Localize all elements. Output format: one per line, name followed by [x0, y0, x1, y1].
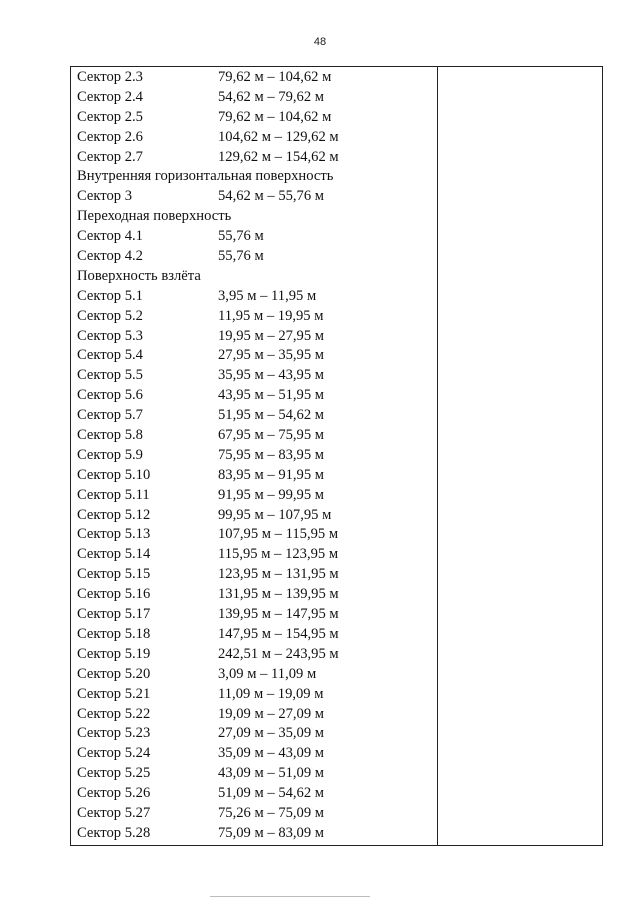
height-range: 131,95 м – 139,95 м	[218, 586, 339, 603]
section-heading: Внутренняя горизонтальная поверхность	[77, 168, 334, 185]
sector-name: Сектор 5.9	[77, 446, 143, 463]
table-row	[77, 426, 433, 446]
table-row	[77, 804, 433, 824]
empty-right-column	[438, 67, 602, 845]
table-row	[77, 665, 433, 685]
sector-name: Сектор 5.2	[77, 307, 143, 324]
table-row	[77, 128, 433, 148]
table-row	[77, 108, 433, 128]
height-range: 19,09 м – 27,09 м	[218, 705, 325, 722]
height-range: 35,09 м – 43,09 м	[218, 745, 325, 762]
table-row	[77, 346, 433, 366]
sector-name: Сектор 5.17	[77, 606, 151, 623]
height-range: 54,62 м – 79,62 м	[218, 88, 325, 105]
sector-name: Сектор 5.7	[77, 407, 143, 424]
table-row	[77, 88, 433, 108]
height-range: 19,95 м – 27,95 м	[218, 327, 325, 344]
table-row	[77, 68, 433, 88]
sector-name: Сектор 5.26	[77, 785, 151, 802]
sector-name: Сектор 5.16	[77, 586, 151, 603]
height-range: 11,95 м – 19,95 м	[218, 307, 324, 324]
height-range: 91,95 м – 99,95 м	[218, 486, 325, 503]
sector-name: Сектор 5.1	[77, 287, 143, 304]
height-range: 54,62 м – 55,76 м	[218, 188, 325, 205]
sector-name: Сектор 3	[77, 188, 133, 205]
height-range: 43,95 м – 51,95 м	[218, 387, 325, 404]
table-row	[77, 585, 433, 605]
height-range: 27,09 м – 35,09 м	[218, 725, 325, 742]
table-row	[77, 824, 433, 844]
sector-name: Сектор 5.24	[77, 745, 151, 762]
sector-name: Сектор 5.25	[77, 765, 151, 782]
table-row	[77, 187, 433, 207]
table-row	[77, 486, 433, 506]
sector-name: Сектор 5.18	[77, 625, 151, 642]
table-row	[77, 744, 433, 764]
table-row	[77, 466, 433, 486]
height-range: 83,95 м – 91,95 м	[218, 466, 325, 483]
table-row	[77, 525, 433, 545]
section-heading: Поверхность взлёта	[77, 267, 201, 284]
sector-name: Сектор 5.27	[77, 804, 151, 821]
table-row	[77, 705, 433, 725]
table-row	[77, 386, 433, 406]
sector-name: Сектор 5.15	[77, 566, 151, 583]
sector-name: Сектор 2.4	[77, 88, 143, 105]
table-row	[77, 605, 433, 625]
sector-name: Сектор 2.7	[77, 148, 143, 165]
table-row	[77, 784, 433, 804]
table-row	[77, 227, 433, 247]
sector-name: Сектор 5.13	[77, 526, 151, 543]
height-range: 3,09 м – 11,09 м	[218, 665, 317, 682]
table-row	[77, 545, 433, 565]
sector-name: Сектор 5.12	[77, 506, 151, 523]
table-row	[77, 446, 433, 466]
sector-name: Сектор 5.8	[77, 427, 143, 444]
sector-name: Сектор 4.2	[77, 248, 143, 265]
height-range: 147,95 м – 154,95 м	[218, 625, 339, 642]
table-row	[77, 406, 433, 426]
sector-name: Сектор 5.23	[77, 725, 151, 742]
height-range: 99,95 м – 107,95 м	[218, 506, 332, 523]
table-row	[77, 287, 433, 307]
table-row	[77, 307, 433, 327]
height-range: 79,62 м – 104,62 м	[218, 69, 332, 85]
height-range: 139,95 м – 147,95 м	[218, 606, 339, 623]
table-row	[77, 247, 433, 267]
sector-name: Сектор 5.28	[77, 824, 151, 841]
sector-name: Сектор 5.21	[77, 685, 151, 702]
height-range: 75,09 м – 83,09 м	[218, 824, 325, 841]
sector-name: Сектор 5.14	[77, 546, 151, 563]
sector-name: Сектор 5.11	[77, 486, 150, 503]
height-range: 75,26 м – 75,09 м	[218, 804, 325, 821]
table-row	[77, 645, 433, 665]
section-heading-row	[77, 207, 433, 227]
table-row	[77, 685, 433, 705]
sector-name: Сектор 5.3	[77, 327, 143, 344]
height-range: 55,76 м	[218, 228, 264, 245]
height-range: 104,62 м – 129,62 м	[218, 128, 339, 145]
sector-name: Сектор 5.22	[77, 705, 151, 722]
height-range: 51,95 м – 54,62 м	[218, 407, 325, 424]
table-row	[77, 506, 433, 526]
table-rows	[77, 68, 433, 844]
section-heading: Переходная поверхность	[77, 208, 232, 225]
height-range: 35,95 м – 43,95 м	[218, 367, 325, 384]
table-row	[77, 366, 433, 386]
height-range: 11,09 м – 19,09 м	[218, 685, 324, 702]
table-row	[77, 764, 433, 784]
height-range: 51,09 м – 54,62 м	[218, 785, 325, 802]
height-range: 129,62 м – 154,62 м	[218, 148, 339, 165]
sector-height-table	[70, 66, 603, 846]
height-range: 3,95 м – 11,95 м	[218, 287, 317, 304]
page-number: 48	[313, 36, 327, 48]
table-row	[77, 327, 433, 347]
table-row	[77, 724, 433, 744]
height-range: 123,95 м – 131,95 м	[218, 566, 339, 583]
sector-name: Сектор 5.10	[77, 466, 151, 483]
page-bottom-rule	[210, 896, 370, 897]
sector-name: Сектор 5.4	[77, 347, 143, 364]
sector-name: Сектор 5.20	[77, 665, 151, 682]
sector-name: Сектор 4.1	[77, 228, 143, 245]
sector-name: Сектор 5.5	[77, 367, 143, 384]
height-range: 55,76 м	[218, 248, 264, 265]
sector-name: Сектор 2.3	[77, 69, 143, 85]
height-range: 79,62 м – 104,62 м	[218, 108, 332, 125]
height-range: 242,51 м – 243,95 м	[218, 645, 339, 662]
table-row	[77, 625, 433, 645]
height-range: 115,95 м – 123,95 м	[218, 546, 339, 563]
table-row	[77, 565, 433, 585]
sector-name: Сектор 2.6	[77, 128, 143, 145]
height-range: 107,95 м – 115,95 м	[218, 526, 339, 543]
height-range: 67,95 м – 75,95 м	[218, 427, 325, 444]
height-range: 27,95 м – 35,95 м	[218, 347, 325, 364]
section-heading-row	[77, 267, 433, 287]
section-heading-row	[77, 167, 433, 187]
sector-name: Сектор 2.5	[77, 108, 143, 125]
height-range: 75,95 м – 83,95 м	[218, 446, 325, 463]
sector-name: Сектор 5.19	[77, 645, 151, 662]
table-row	[77, 148, 433, 168]
height-range: 43,09 м – 51,09 м	[218, 765, 325, 782]
sector-name: Сектор 5.6	[77, 387, 143, 404]
